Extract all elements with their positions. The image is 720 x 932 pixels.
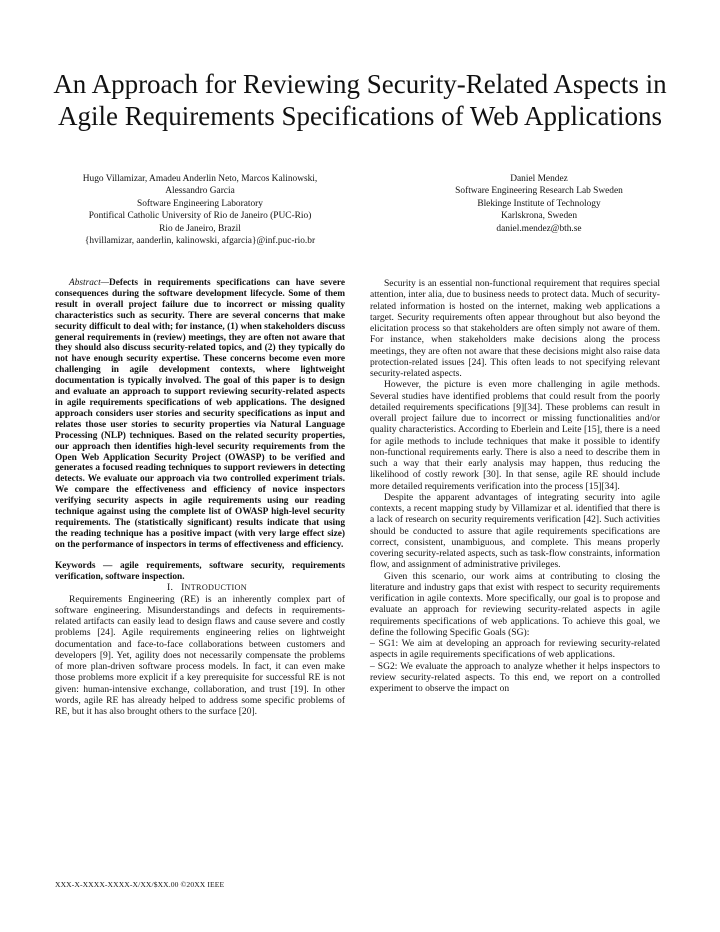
author-name: Daniel Mendez xyxy=(510,174,568,184)
section-title-rest: NTRODUCTION xyxy=(184,583,247,593)
author-block-right xyxy=(386,173,692,235)
author-institute: Blekinge Institute of Technology xyxy=(477,198,601,209)
intro-paragraph: Requirements Engineering (RE) is an inherently complex part of software engineering. Misunderstandings and defects in requirements-related artifacts can easily lead to design flaws and cause severe and costly problems [24]. Agile requirements engineering relies on lightweight documentation and face-to-face collaborations between customers and developers [9]. Yet, agility does not necessarily compensate the problems of more plan-driven software process models. In fact, it can even make those problems more explicit if a key prerequisite for successful RE is not given: human-intensive exchange, collaboration, and trust [19]. In other words, agile RE has already helped to address some specific problems of RE, but it has also brought others to the surface [20]. xyxy=(55,593,345,718)
specific-goal: – SG2: We evaluate the approach to analyze whether it helps inspectors to review security-related aspects. To this end, we report on a controlled experiment to observe the impact on xyxy=(370,660,660,694)
specific-goal: – SG1: We aim at developing an approach for reviewing security-related aspects in agile requirements specifications of web applications. xyxy=(370,638,660,661)
section-number: I. xyxy=(167,582,174,594)
author-university: Pontifical Catholic University of Rio de Janeiro (PUC-Rio) xyxy=(88,211,312,222)
keywords: Keywords — agile requirements, software security, requirements verification, software inspection. xyxy=(55,560,345,582)
author-emails: {hvillamizar, aanderlin, kalinowski, afgarcia}@inf.puc-rio.br xyxy=(84,236,316,247)
section-title-initial: I xyxy=(181,582,185,594)
copyright-footer: XXX-X-XXXX-XXXX-X/XX/$XX.00 ©20XX IEEE xyxy=(55,880,225,889)
author-names: Hugo Villamizar, Amadeu Anderlin Neto, Marcos Kalinowski, xyxy=(82,174,318,184)
section-heading-introduction xyxy=(55,582,345,593)
author-lab: Software Engineering Research Lab Sweden xyxy=(455,186,623,197)
author-names-cont: Alessandro Garcia xyxy=(165,186,235,197)
body-paragraph: Given this scenario, our work aims at contributing to closing the literature and industry gaps that exist with respect to security requirements verification in agile contexts. More specifically, our goal is to propose and evaluate an approach for reviewing security-related aspects in agile requirements specifications of web applications. To achieve this goal, we define the following Specific Goals (SG): xyxy=(370,570,660,638)
abstract xyxy=(55,278,345,551)
author-block-left xyxy=(42,173,358,247)
author-email: daniel.mendez@bth.se xyxy=(496,223,582,234)
body-paragraph: Security is an essential non-functional requirement that requires special attention, inter alia, due to business needs to protect data. Much of security-related information is hosted on the internet, making web applications a target. Security requirements often appear throughout but also beyond the elicitation process so that stakeholders are often simply not aware of them. For instance, when stakeholders make decisions along the process meetings, they are often not aware that these decisions might also raise data protection-related issues [24]. This often leads to not specifying relevant security-related aspects. xyxy=(370,278,660,379)
left-column xyxy=(55,278,345,717)
right-column xyxy=(370,278,660,694)
abstract-body: Defects in requirements specifications can have severe consequences during the software development lifecycle. Some of them result in overall project failure due to incorrect or missing quality characteristics such as security. There are several concerns that make security difficult to deal with; for instance, (1) when stakeholders discuss general requirements in (review) meetings, they are often not aware that they should also discuss security-related topics, and (2) they typically do not have enough security expertise. These concerns become even more challenging in agile development contexts, where lightweight documentation is typically involved. The goal of this paper is to design and evaluate an approach to support reviewing security-related aspects in agile requirements specifications of web applications. The designed approach considers user stories and security specifications as input and relates those user stories to security properties via Natural Language Processing (NLP) techniques. Based on the related security properties, our approach then identifies high-level security requirements from the Open Web Application Security Project (OWASP) to be verified and generates a focused reading techniques to support reviewers in detecting detects. We evaluate our approach via two controlled experiment trials. We compare the effectiveness and efficiency of novice inspectors verifying security aspects in agile requirements using our reading technique against using the complete list of OWASP high-level security requirements. The (statistically significant) results indicate that using the reading technique has a positive impact (with very large effect size) on the performance of inspectors in terms of effectiveness and efficiency. xyxy=(55,278,345,550)
body-paragraph: However, the picture is even more challenging in agile methods. Several studies have identified problems that could result from the poorly detailed requirements specifications [9][34]. These problems can result in overall project failure due to incorrect or missing functionalities and/or quality characteristics. According to Eberlein and Leite [15], there is a need for agile methods to include techniques that make it possible to identify non-functional requirements early. There is also a need to describe them in such a way that their early analysis may happen, thus reducing the likelihood of costly rework [30]. In that sense, agile RE should include more detailed requirements verification into the process [15][34]. xyxy=(370,379,660,492)
author-location: Rio de Janeiro, Brazil xyxy=(159,223,241,234)
abstract-lead: Abstract— xyxy=(69,278,109,288)
paper-title: An Approach for Reviewing Security-Related Aspects in Agile Requirements Specifications of Web Applications xyxy=(53,69,667,131)
body-paragraph: Despite the apparent advantages of integrating security into agile contexts, a recent mapping study by Villamizar et al. identified that there is a lack of research on security requirements verification [42]. Such activities should be conducted to assure that agile requirements specifications are correct, consistent, unambiguous, and complete. This means properly covering security-related aspects, such as task-flow constraints, information flow, and assignment of administrative privileges. xyxy=(370,491,660,571)
author-lab: Software Engineering Laboratory xyxy=(137,198,263,209)
author-location: Karlskrona, Sweden xyxy=(500,211,578,222)
